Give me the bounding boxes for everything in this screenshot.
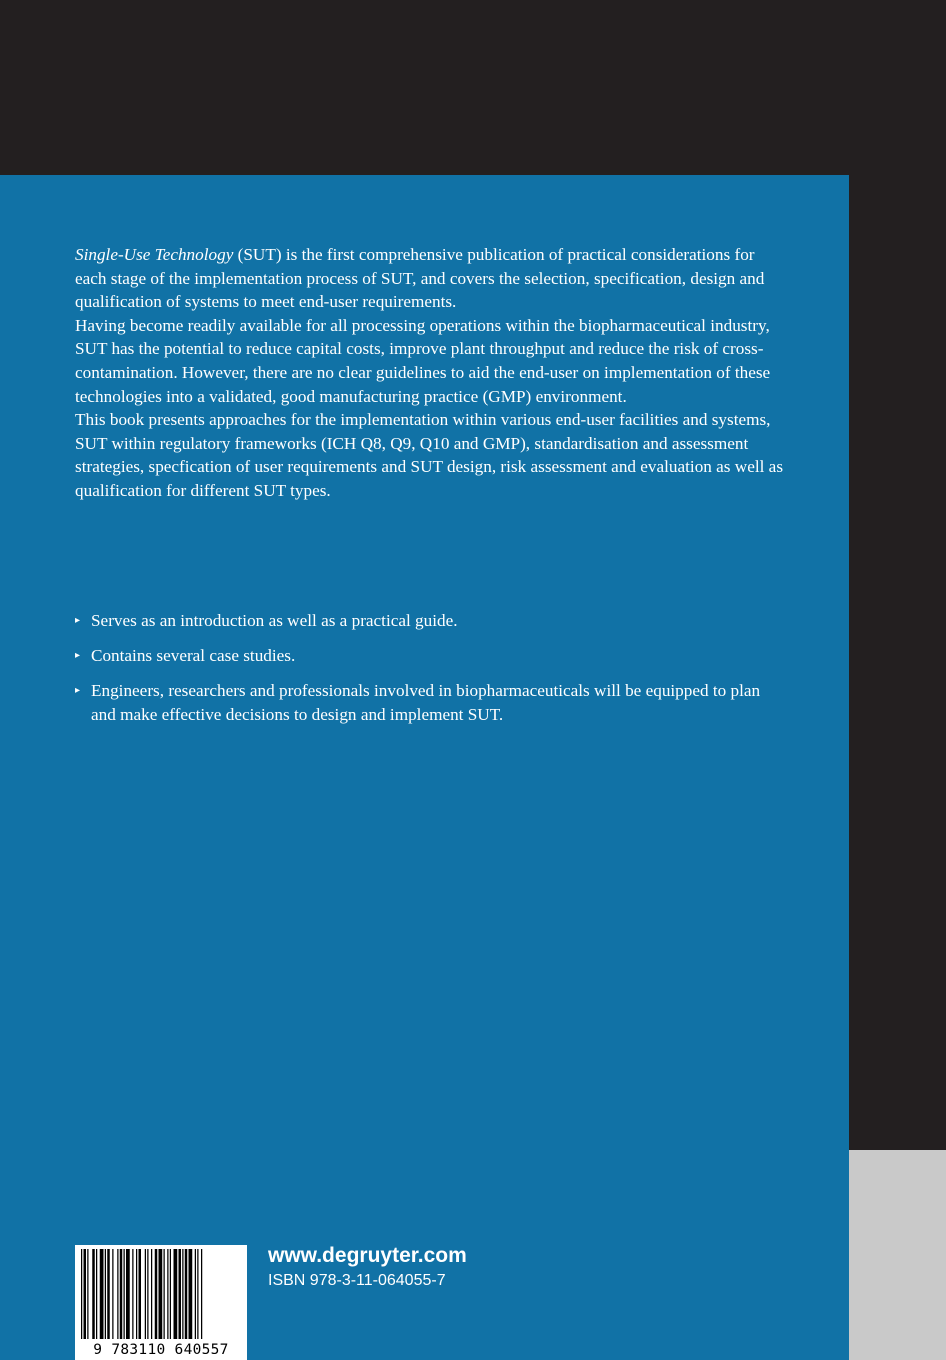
barcode-bar [182, 1249, 183, 1339]
barcode-bar [155, 1249, 158, 1339]
barcode-bar [164, 1249, 165, 1339]
book-title-italic: Single-Use Technology [75, 245, 234, 264]
barcode-bar [96, 1249, 97, 1339]
list-item [75, 644, 787, 668]
triangle-right-icon: ▸ [75, 650, 81, 662]
blurb-paragraph-3: This book presents approaches for the implementation within various end-user facilities and systems, SUT within regulatory frameworks (ICH Q8, Q9, Q10 and GMP), standardisation and assessment strategies, specfication of user requirements and SUT design, risk assessment and evaluation as well as qualification for different SUT types. [75, 410, 784, 500]
barcode-bars [79, 1249, 243, 1339]
barcode-bar [92, 1249, 95, 1339]
isbn-number: ISBN 978-3-11-064055-7 [268, 1272, 446, 1289]
barcode-bar [84, 1249, 87, 1339]
triangle-right-icon: ▸ [75, 685, 81, 697]
barcode-bar [126, 1249, 130, 1339]
barcode-bar [197, 1249, 198, 1339]
blurb-paragraph-1 [75, 243, 787, 314]
barcode-digits: 9 783110 640557 [93, 1342, 229, 1358]
barcode-bar [201, 1249, 202, 1339]
barcode-bar [100, 1249, 104, 1339]
barcode-bar [105, 1249, 106, 1339]
blurb-paragraph-1-rest: (SUT) is the first comprehensive publication of practical considerations for each stage of the implementation process of SUT, and covers the selection, specification, design and qualification of systems to meet end-user requirements. [75, 245, 765, 312]
barcode-bar [179, 1249, 182, 1339]
barcode-bar [87, 1249, 88, 1339]
publisher-info [268, 1245, 467, 1291]
right-dark-strip [849, 175, 946, 1150]
barcode-bar [139, 1249, 142, 1339]
bullet-text: Engineers, researchers and professionals involved in biopharmaceuticals will be equipped to plan and make effective decisions to design and implement SUT. [91, 681, 761, 724]
barcode-bar [147, 1249, 148, 1339]
feature-list [75, 609, 787, 738]
barcode-bar [117, 1249, 118, 1339]
blurb-paragraph-2: Having become readily available for all processing operations within the biopharmaceutical industry, SUT has the potential to reduce capital costs, improve plant throughput and reduce the risk of cross-contamination. However, there are no clear guidelines to aid the end-user on implementation of these technologies into a validated, good manufacturing practice (GMP) environment. [75, 315, 771, 406]
back-cover [0, 175, 849, 1360]
barcode-bar [132, 1249, 133, 1339]
barcode [75, 1245, 247, 1360]
barcode-bar [81, 1249, 82, 1339]
list-item [75, 609, 787, 633]
barcode-bar [145, 1249, 146, 1339]
list-item [75, 679, 787, 726]
barcode-bar [159, 1249, 163, 1339]
barcode-bar [120, 1249, 123, 1339]
bullet-text: Serves as an introduction as well as a practical guide. [91, 611, 458, 630]
barcode-bar [167, 1249, 168, 1339]
barcode-bar [185, 1249, 188, 1339]
barcode-bar [124, 1249, 125, 1339]
triangle-right-icon: ▸ [75, 615, 81, 626]
right-grey-strip [849, 1150, 946, 1360]
barcode-bar [151, 1249, 152, 1339]
barcode-bar [107, 1249, 110, 1339]
barcode-bar [195, 1249, 196, 1339]
barcode-bar [112, 1249, 113, 1339]
barcode-bar [174, 1249, 178, 1339]
publisher-website: www.degruyter.com [268, 1244, 467, 1267]
bullet-text: Contains several case studies. [91, 646, 296, 666]
barcode-bar [136, 1249, 137, 1339]
barcode-bar [189, 1249, 193, 1339]
barcode-bar [170, 1249, 171, 1339]
blurb-text [75, 243, 787, 503]
